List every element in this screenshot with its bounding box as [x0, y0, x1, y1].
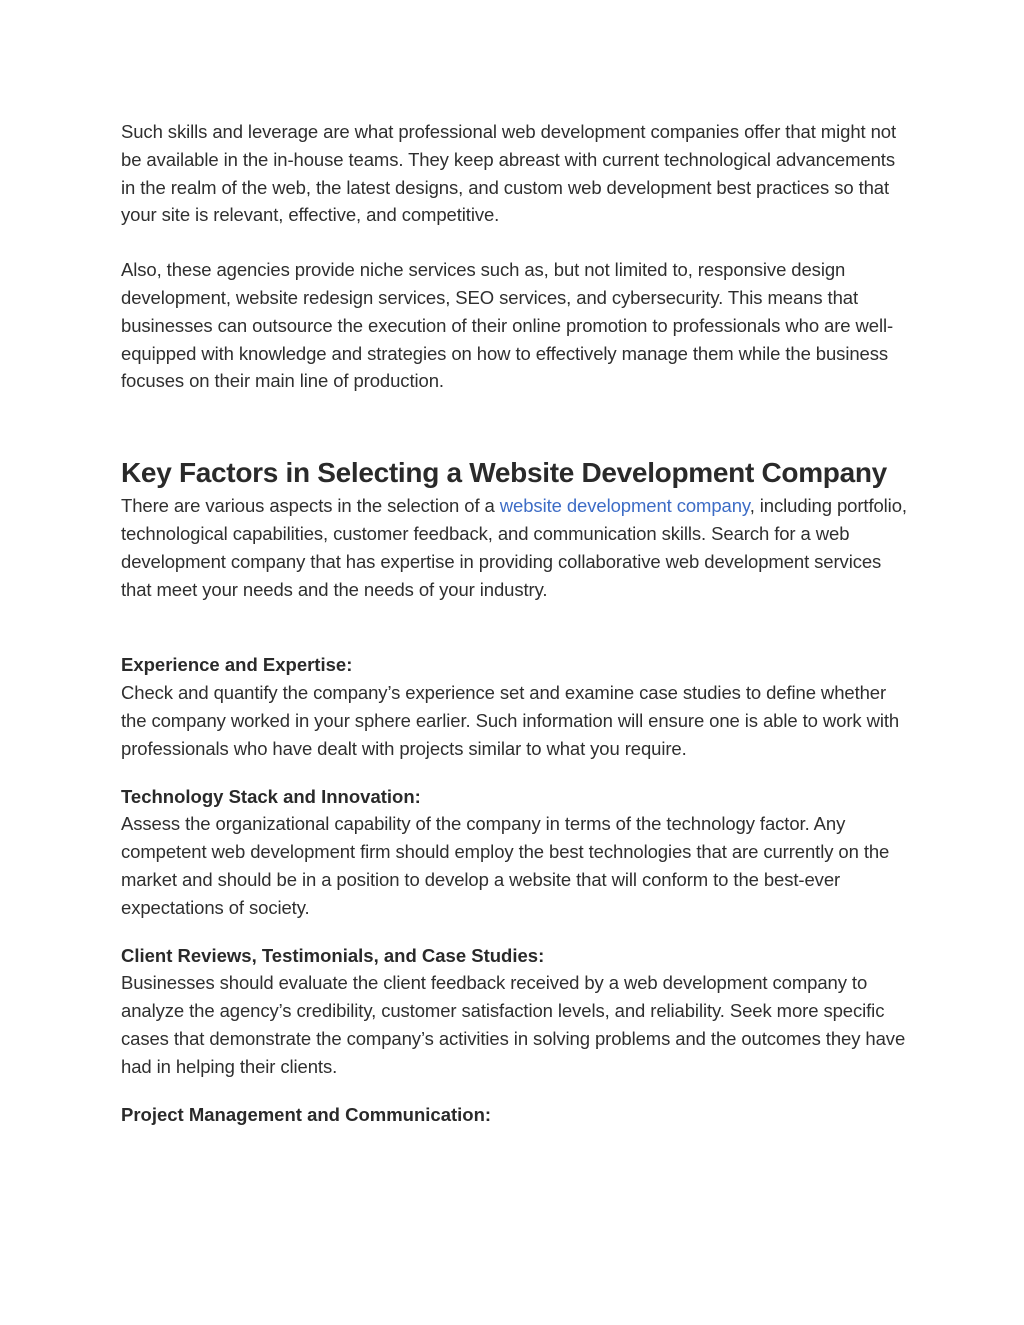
section-project-management	[121, 1101, 911, 1129]
section-title-client-reviews: Client Reviews, Testimonials, and Case Studies:	[121, 944, 545, 966]
key-factors-text-start: There are various aspects in the selection of a	[121, 495, 500, 517]
intro-paragraph-1: Such skills and leverage are what professional web development companies offer that might not be available in the in-house teams. They keep abreast with current technological advancements in the realm of the web, the latest designs, and custom web development best practices so that your site is relevant, effective, and competitive.	[121, 121, 896, 226]
key-factors-heading: Key Factors in Selecting a Website Development Company	[121, 457, 887, 489]
key-factors-text-end: , including portfolio, technological capabilities, customer feedback, and communication skills. Search for a web development company that has expertise in providing collaborative web development services that meet your needs and the needs of your industry.	[121, 495, 907, 600]
website-development-company-link[interactable]: website development company	[499, 495, 750, 517]
section-technology	[121, 783, 911, 922]
document-page	[121, 118, 911, 1148]
intro-paragraph-2: Also, these agencies provide niche services such as, but not limited to, responsive design development, website redesign services, SEO services, and cybersecurity. This means that businesses can outsource the execution of their online promotion to professionals who are well-equipped with knowledge and strategies on how to effectively manage them while the business focuses on their main line of production.	[121, 259, 894, 392]
section-title-experience: Experience and Expertise:	[121, 654, 353, 676]
section-experience	[121, 651, 911, 762]
section-body-client-reviews: Businesses should evaluate the client feedback received by a web development company to analyze the agency’s credibility, customer satisfaction levels, and reliability. Seek more specific cases that demonstrate the company’s activities in solving problems and the outcomes they have had in helping their clients.	[121, 972, 906, 1077]
key-factors-paragraph	[121, 492, 911, 603]
section-body-technology: Assess the organizational capability of the company in terms of the technology factor. Any competent web development firm should employ the best technologies that are currently on the market and should be in a position to develop a website that will conform to the best-ever expectations of society.	[121, 813, 890, 918]
section-body-experience: Check and quantify the company’s experience set and examine case studies to define whether the company worked in your sphere earlier. Such information will ensure one is able to work with professionals who have dealt with projects similar to what you require.	[121, 682, 900, 759]
section-title-technology: Technology Stack and Innovation:	[121, 785, 421, 807]
section-client-reviews	[121, 942, 911, 1081]
section-title-project-management: Project Management and Communication:	[121, 1103, 492, 1125]
